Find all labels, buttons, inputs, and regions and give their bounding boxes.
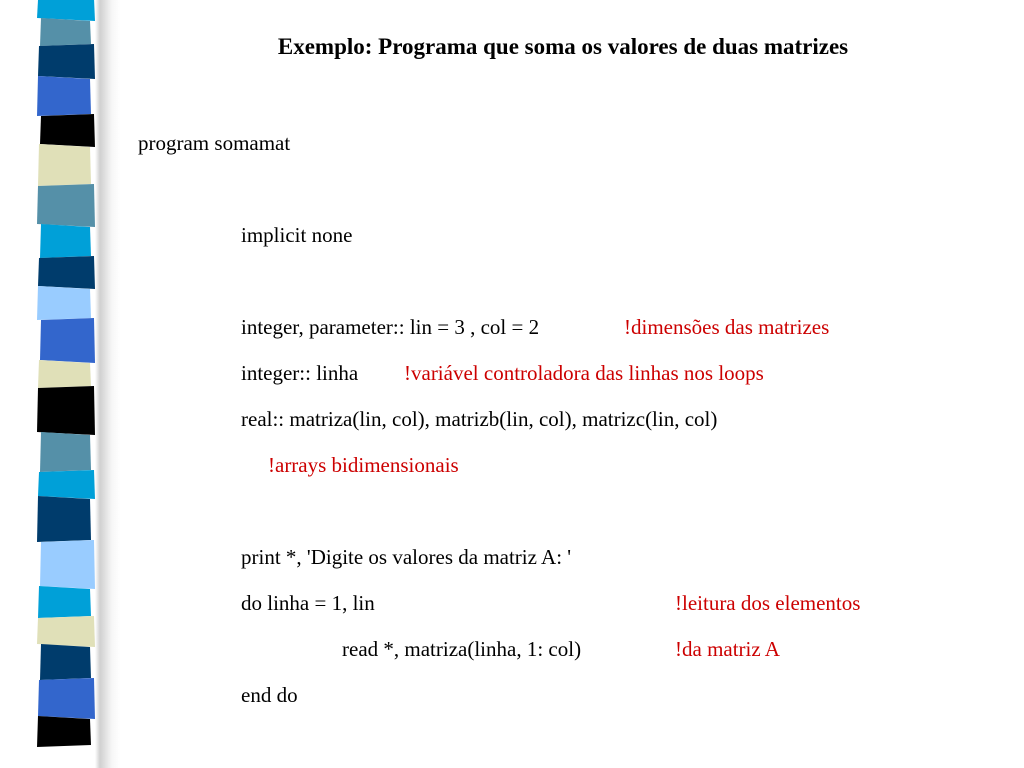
slide-title: Exemplo: Programa que soma os valores de duas matrizes (277, 34, 849, 59)
code-comment-linha: !variável controladora das linhas nos loops (404, 361, 764, 385)
decorative-stripe-segment (40, 224, 91, 258)
decorative-stripe-segment (38, 256, 95, 289)
decorative-stripe-segment (40, 644, 91, 680)
code-line-print: print *, 'Digite os valores da matriz A: ' (241, 545, 572, 569)
decorative-stripe-segment (40, 18, 91, 46)
decorative-stripe-segment (38, 586, 91, 618)
code-comment-do: !leitura dos elementos (675, 591, 861, 615)
decorative-stripe-segment (38, 144, 91, 186)
code-line-param-decl: integer, parameter:: lin = 3 , col = 2 (241, 315, 540, 339)
code-line-end-do: end do (241, 683, 298, 707)
decorative-stripe-bar (0, 0, 120, 768)
code-line-read: read *, matriza(linha, 1: col) (342, 637, 582, 661)
decorative-stripe-segment (37, 0, 95, 21)
code-comment-param: !dimensões das matrizes (624, 315, 830, 339)
decorative-stripe-segment (38, 44, 95, 79)
code-line-do: do linha = 1, lin (241, 591, 375, 615)
code-line-real-decl: real:: matriza(lin, col), matrizb(lin, col), matrizc(lin, col) (241, 407, 718, 431)
code-comment-real: !arrays bidimensionais (268, 453, 459, 477)
decorative-stripe-segment (38, 470, 95, 499)
decorative-stripe-segment (37, 716, 91, 747)
code-line-implicit: implicit none (241, 223, 353, 247)
decorative-stripe-segment (40, 318, 95, 363)
decorative-stripe-segment (37, 184, 95, 227)
code-comment-read: !da matriz A (675, 637, 780, 661)
decorative-stripe-segment (40, 432, 91, 472)
code-line-linha-decl: integer:: linha (241, 361, 359, 385)
decorative-stripe-segment (37, 76, 91, 116)
decorative-stripe-segment (37, 616, 95, 647)
decorative-stripe-segment (40, 540, 95, 589)
decorative-stripe-segment (38, 678, 95, 719)
decorative-stripe-segment (37, 496, 91, 542)
code-line-program: program somamat (138, 131, 291, 155)
decorative-stripe-segment (40, 114, 95, 147)
decorative-stripe-segment (37, 286, 91, 320)
decorative-stripe-segment (38, 360, 91, 388)
decorative-stripe-segment (37, 386, 95, 435)
